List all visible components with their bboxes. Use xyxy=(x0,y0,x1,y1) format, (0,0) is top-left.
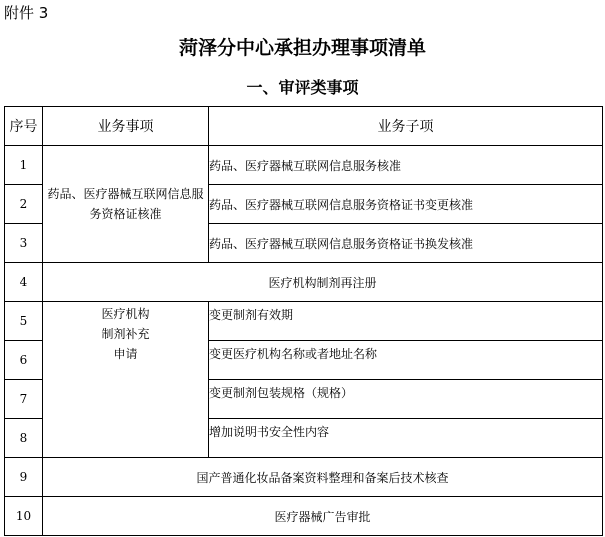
row-number: 1 xyxy=(5,146,43,185)
business-subitem: 变更制剂包装规格（规格） xyxy=(209,380,603,419)
merged-business-item: 医疗器械广告审批 xyxy=(43,497,603,536)
business-subitem: 增加说明书安全性内容 xyxy=(209,419,603,458)
business-subitem: 变更医疗机构名称或者地址名称 xyxy=(209,341,603,380)
business-subitem: 药品、医疗器械互联网信息服务资格证书变更核准 xyxy=(209,185,603,224)
business-item-line: 申请 xyxy=(113,347,138,361)
business-item xyxy=(43,302,209,458)
merged-business-item: 医疗机构制剂再注册 xyxy=(43,263,603,302)
merged-business-item: 国产普通化妆品备案资料整理和备案后技术核查 xyxy=(43,458,603,497)
row-number: 9 xyxy=(5,458,43,497)
row-number: 6 xyxy=(5,341,43,380)
business-subitem: 变更制剂有效期 xyxy=(209,302,603,341)
table-row xyxy=(5,302,603,341)
row-number: 3 xyxy=(5,224,43,263)
table-row xyxy=(5,146,603,185)
row-number: 4 xyxy=(5,263,43,302)
annex-label: 附件 3 xyxy=(4,4,49,22)
business-item-line: 医疗机构 xyxy=(101,307,150,321)
row-number: 5 xyxy=(5,302,43,341)
matters-table xyxy=(4,106,603,536)
table-header-row xyxy=(5,107,603,146)
document-title: 菏泽分中心承担办理事项清单 xyxy=(178,37,426,59)
column-header-item: 业务事项 xyxy=(43,107,209,146)
row-number: 2 xyxy=(5,185,43,224)
business-item: 药品、医疗器械互联网信息服务资格证核准 xyxy=(43,146,209,263)
business-subitem: 药品、医疗器械互联网信息服务核准 xyxy=(209,146,603,185)
table-row xyxy=(5,263,603,302)
business-item-line: 制剂补充 xyxy=(101,327,150,341)
section-subtitle: 一、审评类事项 xyxy=(246,78,359,97)
row-number: 10 xyxy=(5,497,43,536)
column-header-no: 序号 xyxy=(5,107,43,146)
table-row xyxy=(5,497,603,536)
row-number: 8 xyxy=(5,419,43,458)
row-number: 7 xyxy=(5,380,43,419)
column-header-sub: 业务子项 xyxy=(209,107,603,146)
business-subitem: 药品、医疗器械互联网信息服务资格证书换发核准 xyxy=(209,224,603,263)
table-row xyxy=(5,458,603,497)
